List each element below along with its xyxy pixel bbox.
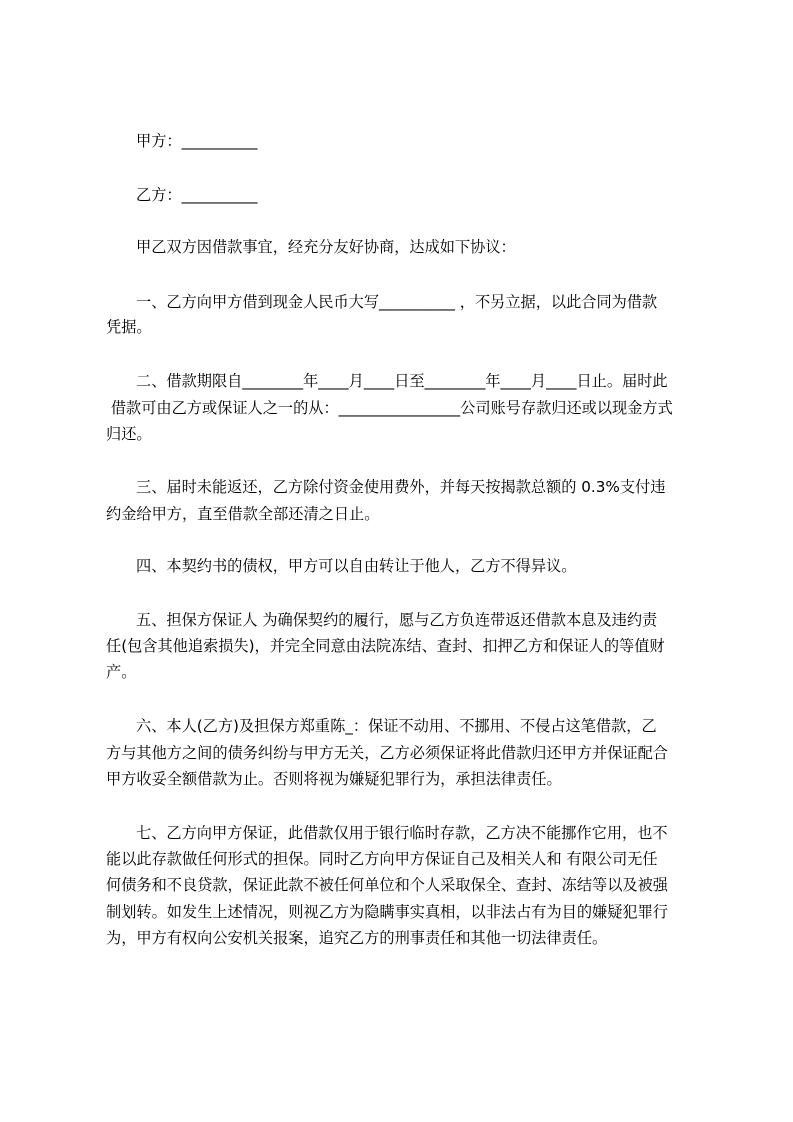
clause-2-line-2: 借款可由乙方或保证人之一的从：________________公司账号存款归还或以现金方式 <box>106 399 673 417</box>
clause-7-line-3: 何债务和不良贷款，保证此款不被任何单位和个人采取保全、查封、冻结等以及被强 <box>106 876 668 894</box>
clause-5-line-3: 产。 <box>106 663 137 681</box>
clause-7-line-1: 七、乙方向甲方保证，此借款仅用于银行临时存款，乙方决不能挪作它用，也不 <box>136 824 668 842</box>
clause-3-line-2: 约金给甲方，直至借款全部还清之日止。 <box>106 505 380 523</box>
clause-2-line-3: 归还。 <box>106 425 152 443</box>
clause-7-line-2: 能以此存款做任何形式的担保。同时乙方向甲方保证自己及相关人和 有限公司无任 <box>106 850 658 868</box>
clause-1-line-1: 一、乙方向甲方借到现金人民币大写__________ ，不另立据，以此合同为借款 <box>136 293 658 311</box>
party-a-line: 甲方：__________ <box>136 132 258 150</box>
clause-6-line-1: 六、本人(乙方)及担保方郑重陈_：保证不动用、不挪用、不侵占这笔借款，乙 <box>136 717 657 735</box>
clause-6-line-3: 甲方收妥全额借款为止。否则将视为嫌疑犯罪行为，承担法律责任。 <box>106 770 562 788</box>
party-b-line: 乙方：__________ <box>136 186 258 204</box>
clause-5-line-1: 五、担保方保证人 为确保契约的履行，愿与乙方负连带返还借款本息及违约责 <box>136 611 658 629</box>
clause-6-line-2: 方与其他方之间的债务纠纷与甲方无关，乙方必须保证将此借款归还甲方并保证配合 <box>106 744 668 762</box>
clause-5-line-2: 任(包含其他追索损失)，并完全同意由法院冻结、查封、扣押乙方和保证人的等值财 <box>106 637 665 655</box>
intro-line: 甲乙双方因借款事宜，经充分友好协商，达成如下协议： <box>136 238 516 256</box>
clause-3-line-1: 三、届时未能返还，乙方除付资金使用费外，并每天按揭款总额的 0.3%支付违 <box>136 478 666 496</box>
clause-1-line-2: 凭据。 <box>106 318 152 336</box>
clause-7-line-5: 为，甲方有权向公安机关报案，追究乙方的刑事责任和其他一切法律责任。 <box>106 929 608 947</box>
clause-4-line-1: 四、本契约书的债权，甲方可以自由转让于他人，乙方不得异议。 <box>136 557 577 575</box>
clause-2-line-1: 二、借款期限自________年____月____日至________年____月____日止。届时此 <box>136 372 668 390</box>
clause-7-line-4: 制划转。如发生上述情况，则视乙方为隐瞒事实真相，以非法占有为目的嫌疑犯罪行 <box>106 903 668 921</box>
